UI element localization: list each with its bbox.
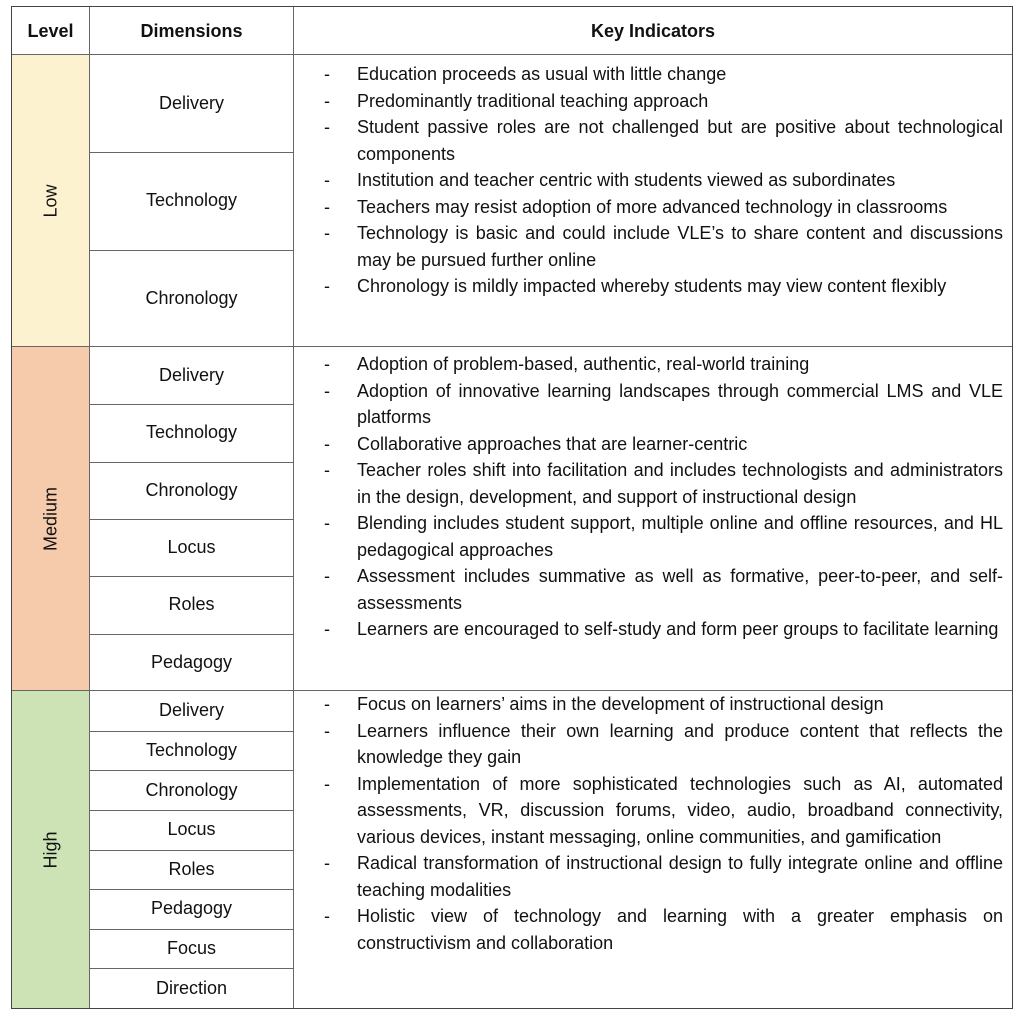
dimension-cell: Locus bbox=[167, 537, 216, 558]
indicator-item: - Holistic view of technology and learning with a greater emphasis on constructivism and collaboration bbox=[294, 903, 1014, 956]
row-divider bbox=[90, 250, 293, 251]
indicator-item: - Collaborative approaches that are learner-centric bbox=[294, 431, 1014, 458]
dimension-cell: Roles bbox=[168, 594, 215, 615]
column-divider bbox=[89, 7, 90, 1008]
header-key-indicators: Key Indicators bbox=[590, 20, 716, 41]
header-level: Level bbox=[27, 20, 74, 41]
dimension-cell: Technology bbox=[145, 190, 238, 211]
row-divider bbox=[90, 576, 293, 577]
indicator-list bbox=[294, 351, 1014, 643]
dimension-cell: Focus bbox=[166, 938, 217, 959]
row-divider bbox=[90, 929, 293, 930]
key-indicators-cell bbox=[294, 351, 1014, 643]
indicator-item: - Adoption of problem-based, authentic, real-world training bbox=[294, 351, 1014, 378]
row-divider bbox=[90, 810, 293, 811]
level-label: Medium bbox=[40, 486, 60, 552]
indicator-list bbox=[294, 691, 1014, 956]
dimension-cell: Pedagogy bbox=[150, 898, 233, 919]
indicator-item: - Learners are encouraged to self-study and form peer groups to facilitate learning bbox=[294, 616, 1014, 643]
row-divider bbox=[90, 889, 293, 890]
dimension-cell: Chronology bbox=[145, 287, 238, 308]
dimension-cell: Technology bbox=[145, 739, 238, 760]
header-dimensions: Dimensions bbox=[140, 20, 243, 41]
indicator-item: - Predominantly traditional teaching approach bbox=[294, 88, 1014, 115]
row-divider bbox=[90, 404, 293, 405]
dimension-cell: Delivery bbox=[158, 93, 224, 114]
row-divider bbox=[90, 152, 293, 153]
level-cell-medium bbox=[12, 347, 89, 691]
levels-table bbox=[11, 6, 1013, 1009]
row-divider bbox=[90, 850, 293, 851]
row-divider bbox=[90, 519, 293, 520]
level-cell-high bbox=[12, 691, 89, 1008]
row-divider bbox=[90, 462, 293, 463]
indicator-item: - Student passive roles are not challenged but are positive about technological components bbox=[294, 114, 1014, 167]
indicator-item: - Institution and teacher centric with students viewed as subordinates bbox=[294, 167, 1014, 194]
dimension-cell: Direction bbox=[155, 977, 228, 998]
dimension-cell: Locus bbox=[167, 819, 216, 840]
key-indicators-cell bbox=[294, 61, 1014, 300]
row-divider bbox=[90, 634, 293, 635]
indicator-item: - Education proceeds as usual with little change bbox=[294, 61, 1014, 88]
column-divider bbox=[293, 7, 294, 1008]
row-divider bbox=[90, 731, 293, 732]
row-divider bbox=[90, 968, 293, 969]
dimension-cell: Chronology bbox=[145, 779, 238, 800]
indicator-item: - Teachers may resist adoption of more advanced technology in classrooms bbox=[294, 194, 1014, 221]
level-label: Low bbox=[40, 184, 60, 218]
indicator-item: - Assessment includes summative as well as formative, peer-to-peer, and self-assessments bbox=[294, 563, 1014, 616]
indicator-item: - Chronology is mildly impacted whereby students may view content flexibly bbox=[294, 273, 1014, 300]
row-divider bbox=[90, 770, 293, 771]
indicator-item: - Teacher roles shift into facilitation and includes technologists and administrators in the design, development, and support of instructional design bbox=[294, 457, 1014, 510]
level-label: High bbox=[40, 830, 60, 869]
indicator-item: - Blending includes student support, multiple online and offline resources, and HL pedagogical approaches bbox=[294, 510, 1014, 563]
key-indicators-cell bbox=[294, 691, 1014, 956]
indicator-item: - Radical transformation of instructional design to fully integrate online and offline teaching modalities bbox=[294, 850, 1014, 903]
indicator-list bbox=[294, 61, 1014, 300]
indicator-item: - Implementation of more sophisticated technologies such as AI, automated assessments, VR, discussion forums, video, audio, broadband connectivity, various devices, instant messaging, online communities, and gamification bbox=[294, 771, 1014, 851]
row-divider bbox=[12, 54, 1012, 55]
dimension-cell: Roles bbox=[168, 858, 215, 879]
indicator-item: - Adoption of innovative learning landscapes through commercial LMS and VLE platforms bbox=[294, 378, 1014, 431]
indicator-item: - Technology is basic and could include VLE’s to share content and discussions may be pursued further online bbox=[294, 220, 1014, 273]
dimension-cell: Pedagogy bbox=[150, 651, 233, 672]
dimension-cell: Technology bbox=[145, 422, 238, 443]
level-cell-low bbox=[12, 55, 89, 347]
dimension-cell: Delivery bbox=[158, 700, 224, 721]
dimension-cell: Delivery bbox=[158, 365, 224, 386]
indicator-item: - Focus on learners’ aims in the development of instructional design bbox=[294, 691, 1014, 718]
indicator-item: - Learners influence their own learning and produce content that reflects the knowledge they gain bbox=[294, 718, 1014, 771]
dimension-cell: Chronology bbox=[145, 479, 238, 500]
